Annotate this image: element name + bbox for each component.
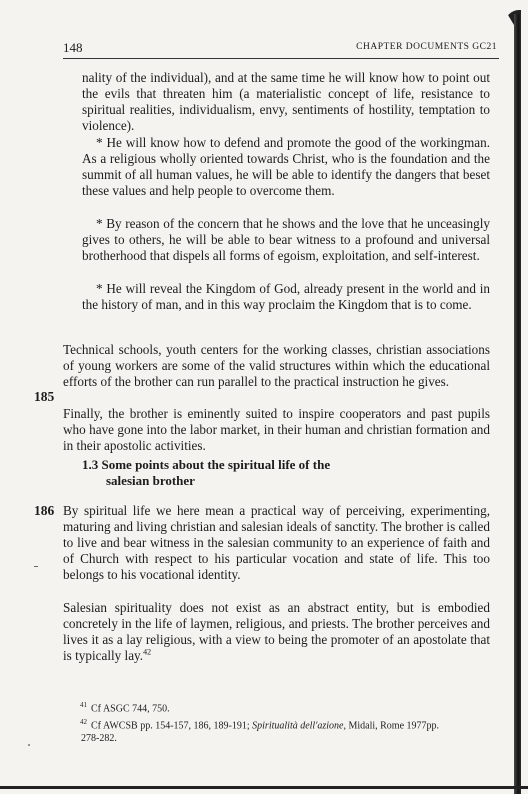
page-edge-shadow: [514, 14, 521, 794]
paragraph-salesian-spirituality: [63, 600, 490, 664]
paragraph-bullet-brotherhood: * By reason of the concern that he shows and the love that he unceasingly gives to others, he will be able to bear witness to a profound and universal brotherhood that dispels all forms of egoism, exploitation, and self-interest.: [82, 216, 490, 264]
paragraph-continuation: nality of the individual), and at the same time he will know how to point out the evils that threaten him (a materialistic concept of life, resistance to spiritual realities, individualism, envy, sentiments of hostility, temptation to violence).: [82, 70, 490, 134]
section-heading-line2: salesian brother: [106, 473, 195, 488]
paragraph-bullet-kingdom: * He will reveal the Kingdom of God, already present in the world and in the history of man, and in this way proclaim the Kingdom that is to come.: [82, 281, 490, 313]
page-speck: [28, 744, 30, 746]
footnote-42-number: 42: [80, 717, 87, 726]
margin-mark: [34, 566, 38, 567]
margin-number-186: 186: [34, 503, 55, 518]
footnote-42-title: Spiritualità dell'azione,: [252, 720, 346, 732]
footnote-41-text: Cf ASGC 744, 750.: [91, 703, 170, 715]
footnote-ref-42: 42: [143, 647, 152, 657]
running-title: CHAPTER DOCUMENTS GC21: [356, 42, 497, 52]
section-heading: [82, 457, 462, 489]
footnotes: [80, 699, 490, 745]
page-number: 148: [63, 40, 83, 55]
footnote-41: [80, 699, 490, 716]
paragraph-salesian-spirituality-text: Salesian spirituality does not exist as an abstract entity, but is embodied concretely in the life of laymen, religious, and priests. The brother perceives and lives it as a lay religious, with a view to being the promoter of an apostolate that is typically lay.: [63, 600, 490, 664]
bottom-edge: [0, 786, 528, 789]
footnote-42-publisher: Midali, Rome 1977pp.: [345, 720, 440, 732]
footnote-42-text: Cf AWCSB pp. 154-157, 186, 189-191;: [91, 720, 253, 732]
footnote-42: [80, 716, 490, 745]
footnote-42-pages: 278-282.: [81, 732, 117, 744]
paragraph-spiritual-life: By spiritual life we here mean a practical way of perceiving, experimenting, maturing and living christian and salesian ideals of sanctity. The brother is called to live and bear witness in the salesian community to an experience of faith and of Church with respect to his particular vocation and state of life. This too belongs to his vocational identity.: [63, 503, 491, 583]
paragraph-technical-schools: Technical schools, youth centers for the working classes, christian associations of young workers are some of the valid structures within which the educational efforts of the brother can run parallel to the practical instruction he gives.: [63, 342, 490, 390]
footnote-41-number: 41: [80, 701, 87, 709]
paragraph-finally: Finally, the brother is eminently suited to inspire cooperators and past pupils who have gone into the labor market, in their human and christian formation and in their apostolic activities.: [63, 406, 490, 454]
paragraph-bullet-workingman: * He will know how to defend and promote the good of the workingman. As a religious wholly oriented towards Christ, who is the foundation and the summit of all human values, he will be able to identify the dangers that beset these values and help people to overcome them.: [82, 135, 490, 199]
section-heading-line1: 1.3 Some points about the spiritual life of the: [82, 457, 331, 472]
margin-number-185: 185: [34, 389, 55, 404]
running-header: [63, 40, 499, 59]
